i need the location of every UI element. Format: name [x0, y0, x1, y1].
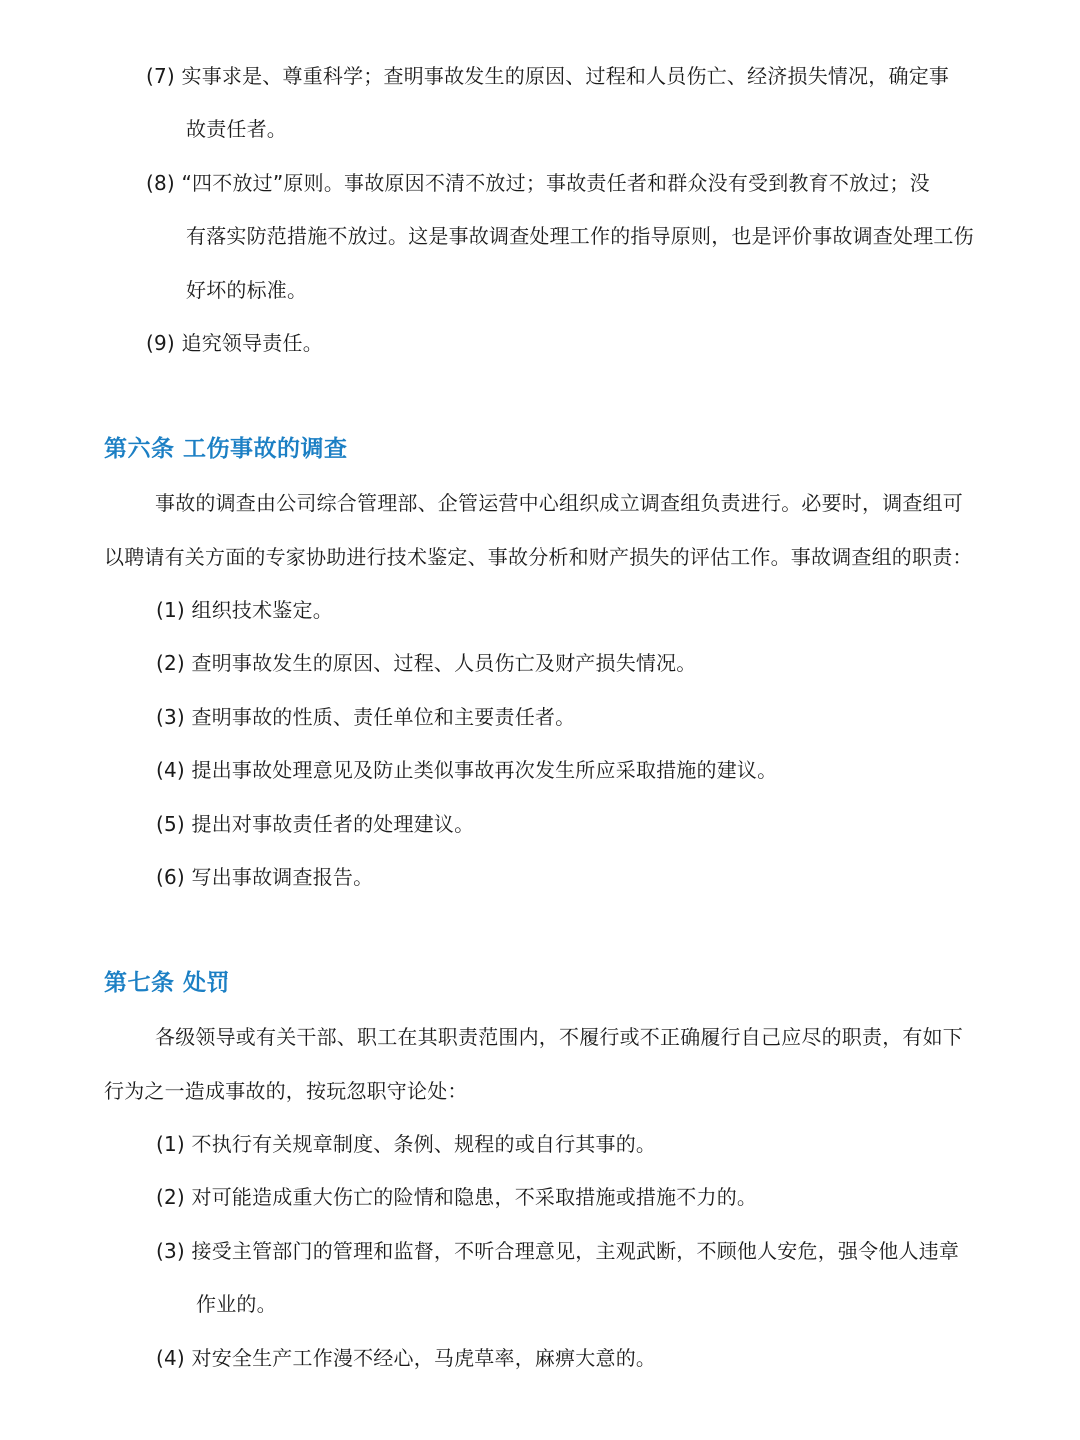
item-number: (9): [146, 331, 175, 355]
item-number: (5): [156, 812, 185, 836]
item-number: (1): [156, 1132, 185, 1156]
item-number: (1): [156, 598, 185, 622]
list-item: [156, 1182, 757, 1212]
item-text: 对安全生产工作漫不经心，马虎草率，麻痹大意的。: [191, 1346, 657, 1370]
item-text-continuation: 作业的。: [196, 1292, 277, 1316]
list-item: [156, 1343, 656, 1373]
item-number: (3): [156, 705, 185, 729]
item-number: (2): [156, 1185, 185, 1209]
item-text: 写出事故调查报告。: [191, 865, 374, 889]
item-text-continuation: 有落实防范措施不放过。这是事故调查处理工作的指导原则，也是评价事故调查处理工伤: [186, 224, 974, 248]
list-item: [156, 702, 575, 732]
paragraph-line: 事故的调查由公司综合管理部、企管运营中心组织成立调查组负责进行。必要时，调查组可: [155, 491, 963, 515]
section-heading: 第六条 工伤事故的调查: [104, 436, 348, 462]
paragraph-line: 以聘请有关方面的专家协助进行技术鉴定、事故分析和财产损失的评估工作。事故调查组的职责：: [104, 545, 973, 569]
item-text: 组织技术鉴定。: [191, 598, 333, 622]
list-item: [156, 755, 777, 785]
paragraph-line: 各级领导或有关干部、职工在其职责范围内，不履行或不正确履行自己应尽的职责，有如下: [155, 1025, 963, 1049]
item-text-continuation: 故责任者。: [186, 117, 287, 141]
list-item: [146, 168, 930, 198]
item-number: (6): [156, 865, 185, 889]
item-text: 追究领导责任。: [181, 331, 323, 355]
list-item: [156, 648, 697, 678]
item-text-continuation: 好坏的标准。: [186, 278, 308, 302]
item-number: (4): [156, 758, 185, 782]
list-item: [156, 862, 373, 892]
item-text: 查明事故发生的原因、过程、人员伤亡及财产损失情况。: [191, 651, 697, 675]
list-item: [146, 61, 949, 91]
list-item: [146, 328, 323, 358]
paragraph-line: 行为之一造成事故的，按玩忽职守论处：: [104, 1079, 468, 1103]
item-number: (3): [156, 1239, 185, 1263]
item-text: 接受主管部门的管理和监督，不听合理意见，主观武断，不顾他人安危，强令他人违章: [191, 1239, 960, 1263]
item-text: 对可能造成重大伤亡的险情和隐患，不采取措施或措施不力的。: [191, 1185, 758, 1209]
list-item: [156, 1129, 656, 1159]
item-text: “四不放过”原则。事故原因不清不放过；事故责任者和群众没有受到教育不放过；没: [181, 171, 930, 195]
item-text: 查明事故的性质、责任单位和主要责任者。: [191, 705, 576, 729]
item-number: (2): [156, 651, 185, 675]
item-text: 不执行有关规章制度、条例、规程的或自行其事的。: [191, 1132, 657, 1156]
item-text: 实事求是、尊重科学；查明事故发生的原因、过程和人员伤亡、经济损失情况，确定事: [181, 64, 950, 88]
section-heading: 第七条 处罚: [104, 970, 231, 996]
item-text: 提出对事故责任者的处理建议。: [191, 812, 475, 836]
list-item: [156, 595, 333, 625]
list-item: [156, 1236, 959, 1266]
item-text: 提出事故处理意见及防止类似事故再次发生所应采取措施的建议。: [191, 758, 778, 782]
list-item: [156, 809, 474, 839]
item-number: (7): [146, 64, 175, 88]
item-number: (8): [146, 171, 175, 195]
item-number: (4): [156, 1346, 185, 1370]
